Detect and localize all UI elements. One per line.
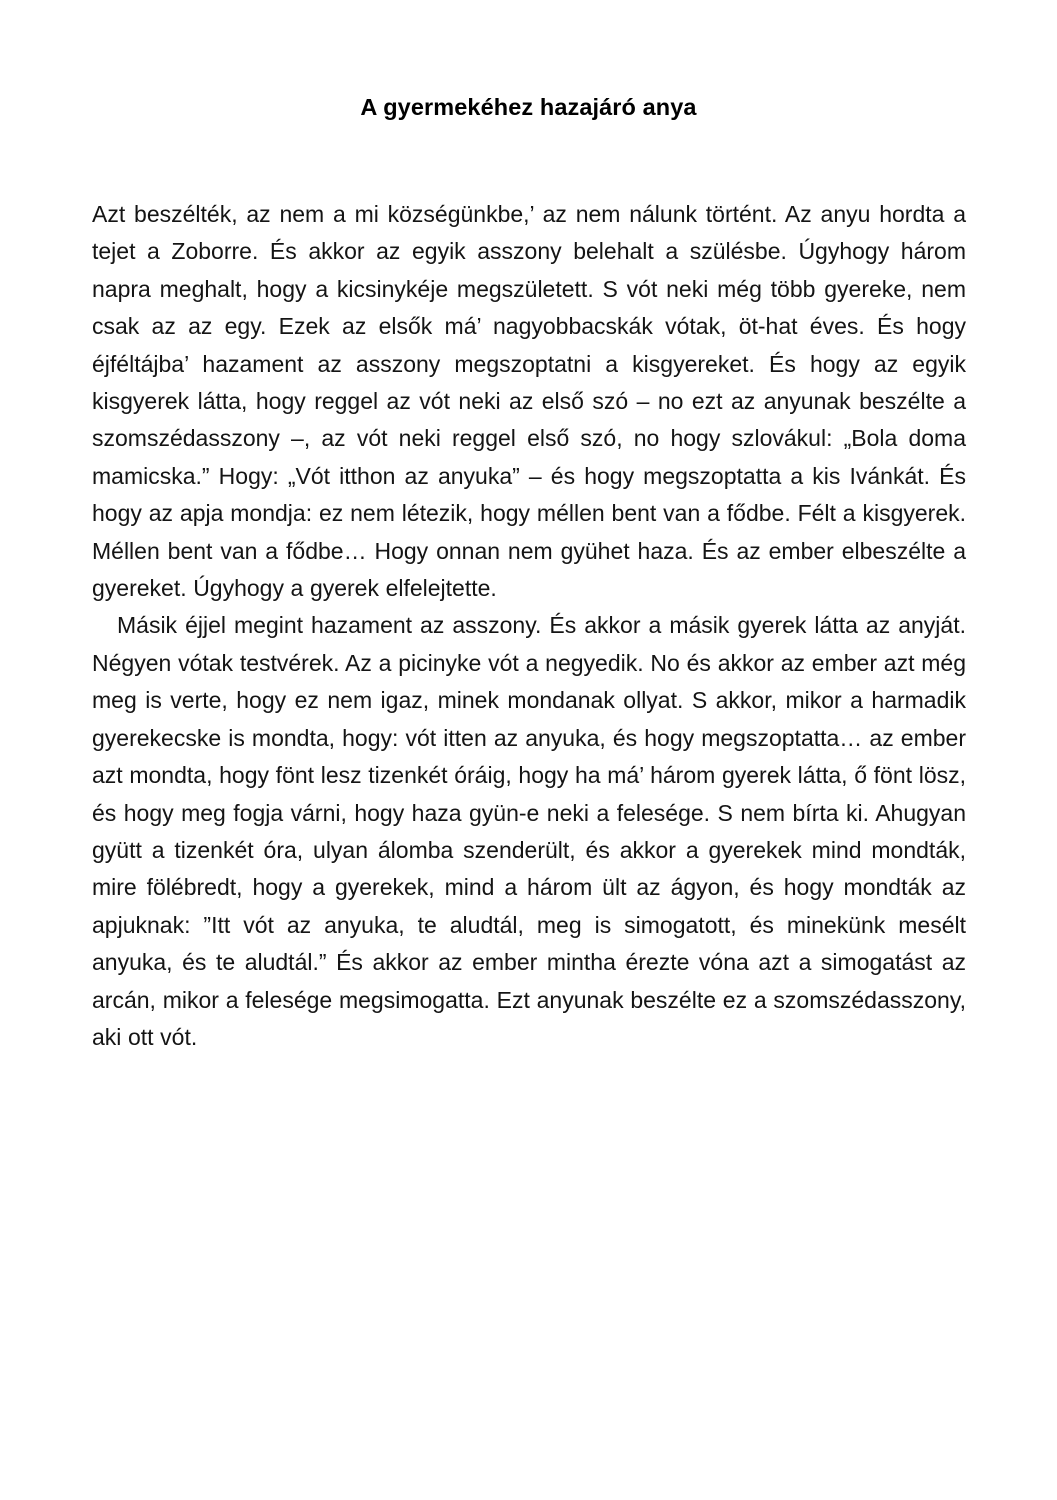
paragraph-1: Azt beszélték, az nem a mi községünkbe,’ az nem nálunk történt. Az anyu hordta a tejet a Zoborre. És akkor az egyik asszony belehalt a szülésbe. Úgyhogy három napra meghalt, hogy a kicsinykéje megszületett. S vót neki még több gyereke, nem csak az az egy. Ezek az elsők má’ nagyobbacskák vótak, öt-hat éves. És hogy éjféltájba’ hazament az asszony megszoptatni a kisgyereket. És hogy az egyik kisgyerek látta, hogy reggel az vót neki az első szó – no ezt az anyunak beszélte a szomszédasszony –, az vót neki reggel első szó, no hogy szlovákul: „Bola doma mamicska.” Hogy: „Vót itthon az anyuka” – és hogy megszoptatta a kis Ivánkát. És hogy az apja mondja: ez nem létezik, hogy méllen bent van a fődbe. Félt a kisgyerek. Méllen bent van a fődbe… Hogy onnan nem gyühet haza. És az ember elbeszélte a gyereket. Úgyhogy a gyerek elfelejtette.: [92, 201, 966, 602]
document-body: [92, 196, 966, 1056]
page-title: A gyermekéhez hazajáró anya: [360, 94, 697, 120]
paragraph-2: Másik éjjel megint hazament az asszony. És akkor a másik gyerek látta az anyját. Négyen vótak testvérek. Az a picinyke vót a negyedik. No és akkor az ember azt még meg is verte, hogy ez nem igaz, minek mondanak ollyat. S akkor, mikor a harmadik gyerekecske is mondta, hogy: vót itten az anyuka, és hogy megszoptatta… az ember azt mondta, hogy fönt lesz tizenkét óráig, hogy ha má’ három gyerek látta, ő fönt lösz, és hogy meg fogja várni, hogy haza gyün-e neki a felesége. S nem bírta ki. Ahugyan gyütt a tizenkét óra, ulyan álomba szenderült, és akkor a gyerekek mind mondták, mire fölébredt, hogy a gyerekek, mind a három ült az ágyon, és hogy mondták az apjuknak: ”Itt vót az anyuka, te aludtál, meg is simogatott, és minekünk mesélt anyuka, és te aludtál.” És akkor az ember mintha érezte vóna azt a simogatást az arcán, mikor a felesége megsimogatta. Ezt anyunak beszélte ez a szomszédasszony, aki ott vót.: [92, 612, 966, 1050]
